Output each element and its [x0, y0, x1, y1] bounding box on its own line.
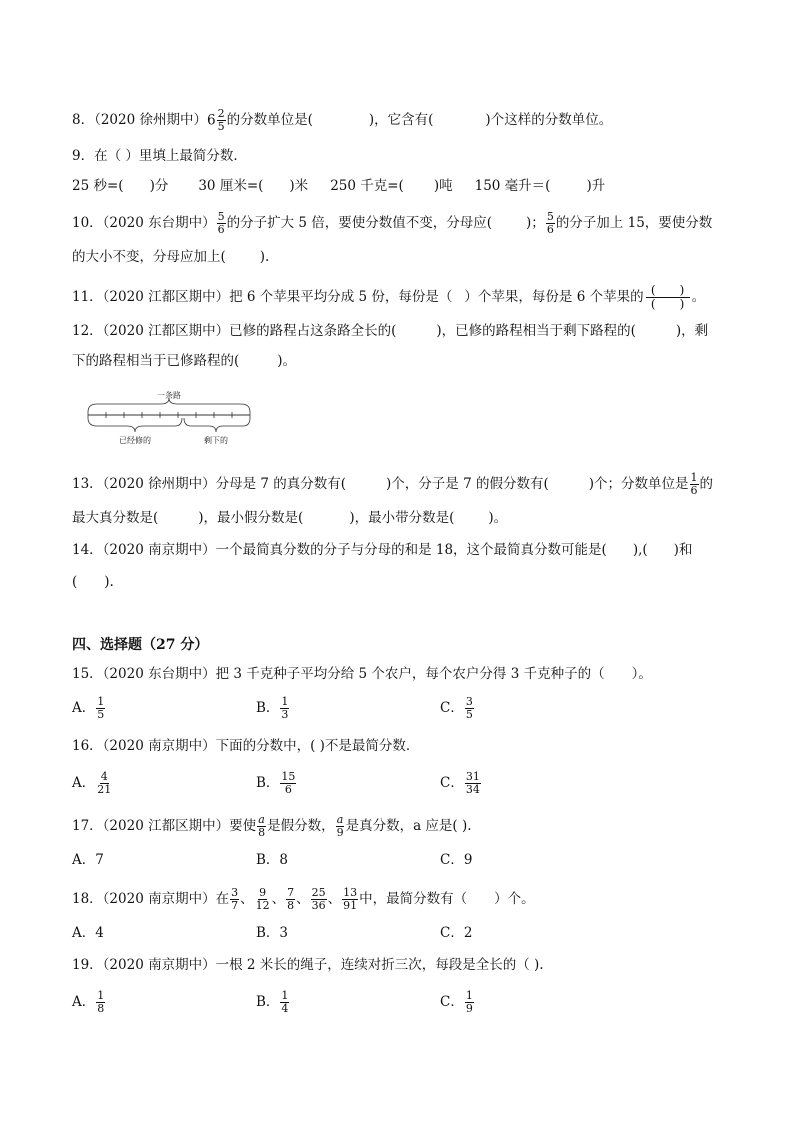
road-diagram — [85, 388, 255, 450]
option-b[interactable]: B．3 — [256, 925, 289, 941]
question-16: 16．（2020 南京期中）下面的分数中，( )不是最简分数． — [72, 738, 420, 754]
option-a[interactable]: A．4 — [72, 925, 104, 941]
question-11: 11．（2020 江都区期中）把 6 个苹果平均分成 5 份，每份是（ ）个苹果，每份是 6 个苹果的 ( ) ( ) 。 — [72, 283, 706, 311]
question-9-items: 25 秒=( )分 30 厘米=( )米 250 千克=( )吨 150 毫升＝( )升 — [72, 178, 606, 194]
fraction: $\frac{25}{36}$ — [311, 886, 326, 912]
question-9: 9．在（ ）里填上最简分数． — [72, 148, 247, 164]
fraction: $\frac{1}{9}$ — [465, 989, 473, 1015]
option-b[interactable]: B． $\frac{1}{4}$ — [256, 989, 289, 1015]
question-8: 8．（2020 徐州期中）6 $\frac{2}{5}$ 的分数单位是( )，它含有( )个这样的分数单位。 — [72, 107, 613, 133]
option-a[interactable]: A．7 — [72, 852, 104, 868]
fraction: $\frac{1}{6}$ — [690, 471, 698, 497]
option-c[interactable]: C． $\frac{31}{34}$ — [440, 770, 480, 796]
option-a[interactable]: A． $\frac{4}{21}$ — [72, 770, 112, 796]
fraction: $\frac{3}{5}$ — [465, 695, 473, 721]
fraction: $\frac{5}{6}$ — [217, 210, 225, 236]
fraction: $\frac{1}{8}$ — [97, 989, 105, 1015]
option-b[interactable]: B． $\frac{15}{6}$ — [256, 770, 296, 796]
fraction: $\frac{4}{21}$ — [97, 770, 112, 796]
question-19: 19．（2020 南京期中）一根 2 米长的绳子，连续对折三次，每段是全长的（ ). — [72, 957, 544, 973]
fraction: $\frac{5}{6}$ — [546, 210, 554, 236]
option-b[interactable]: B． $\frac{1}{3}$ — [256, 695, 289, 721]
fraction-blank[interactable]: ( ) ( ) — [646, 284, 690, 311]
question-15: 15．（2020 东台期中）把 3 千克种子平均分给 5 个农户，每个农户分得 3 千克种子的（ ）。 — [72, 666, 652, 682]
option-a[interactable]: A． $\frac{1}{5}$ — [72, 695, 105, 721]
diagram-left-label: 已经修的 — [119, 436, 151, 445]
fraction: $\frac{a}{8}$ — [258, 813, 266, 839]
fraction: $\frac{15}{6}$ — [281, 770, 296, 796]
option-c[interactable]: C．2 — [440, 925, 473, 941]
fraction: $\frac{13}{91}$ — [343, 886, 358, 912]
fraction: $\frac{7}{8}$ — [287, 886, 295, 912]
question-10: 10．（2020 东台期中） $\frac{5}{6}$ 的分子扩大 5 倍，要使分数值不变，分母应( )； $\frac{5}{6}$ 的分子加上 15，要使分数 — [72, 210, 713, 236]
fraction: $\frac{1}{5}$ — [97, 695, 105, 721]
option-b[interactable]: B．8 — [256, 852, 289, 868]
diagram-top-label: 一条路 — [157, 391, 181, 400]
fraction: $\frac{3}{7}$ — [231, 886, 239, 912]
top-brace — [88, 398, 250, 412]
diagram-right-label: 剩下的 — [204, 436, 228, 445]
option-c[interactable]: C． $\frac{3}{5}$ — [440, 695, 473, 721]
fraction: $\frac{1}{4}$ — [281, 989, 289, 1015]
option-c[interactable]: C．9 — [440, 852, 473, 868]
question-17: 17．（2020 江都区期中）要使 $\frac{a}{8}$ 是假分数， $\frac{a}{9}$ 是真分数，a 应是( ). — [72, 813, 472, 839]
section-title: 四、选择题（27 分） — [72, 637, 209, 653]
question-10-line2: 的大小不变，分母应加上( ). — [72, 249, 270, 265]
left-brace — [88, 418, 182, 432]
fraction: $\frac{9}{12}$ — [255, 886, 270, 912]
option-c[interactable]: C． $\frac{1}{9}$ — [440, 989, 473, 1015]
question-12: 12．（2020 江都区期中）已修的路程占这条路全长的( )，已修的路程相当于剩下路程的( )，剩 — [72, 323, 709, 339]
fraction: $\frac{a}{9}$ — [336, 813, 344, 839]
question-13: 13．（2020 徐州期中）分母是 7 的真分数有( )个，分子是 7 的假分数有( )个；分数单位是 $\frac{1}{6}$ 的 — [72, 471, 714, 497]
question-14: 14．（2020 南京期中）一个最简真分数的分子与分母的和是 18，这个最简真分数可能是( ),( )和 — [72, 542, 693, 558]
option-a[interactable]: A． $\frac{1}{8}$ — [72, 989, 105, 1015]
fraction: $\frac{31}{34}$ — [465, 770, 480, 796]
question-12-line2: 下的路程相当于已修路程的( )。 — [72, 353, 297, 369]
question-14-line2: ( ). — [72, 574, 114, 590]
right-brace — [184, 418, 250, 432]
fraction: $\frac{1}{3}$ — [281, 695, 289, 721]
question-13-line2: 最大真分数是( )，最小假分数是( )，最小带分数是( )。 — [72, 510, 508, 526]
question-18: 18．（2020 南京期中）在 $\frac{3}{7}$ 、 $\frac{9}{12}$ 、 $\frac{7}{8}$ 、 $\frac{25}{36}$ 、 $\frac{13}{91}$ 中，最简分数有（ ）个。 — [72, 886, 535, 912]
fraction: $\frac{2}{5}$ — [217, 107, 225, 133]
